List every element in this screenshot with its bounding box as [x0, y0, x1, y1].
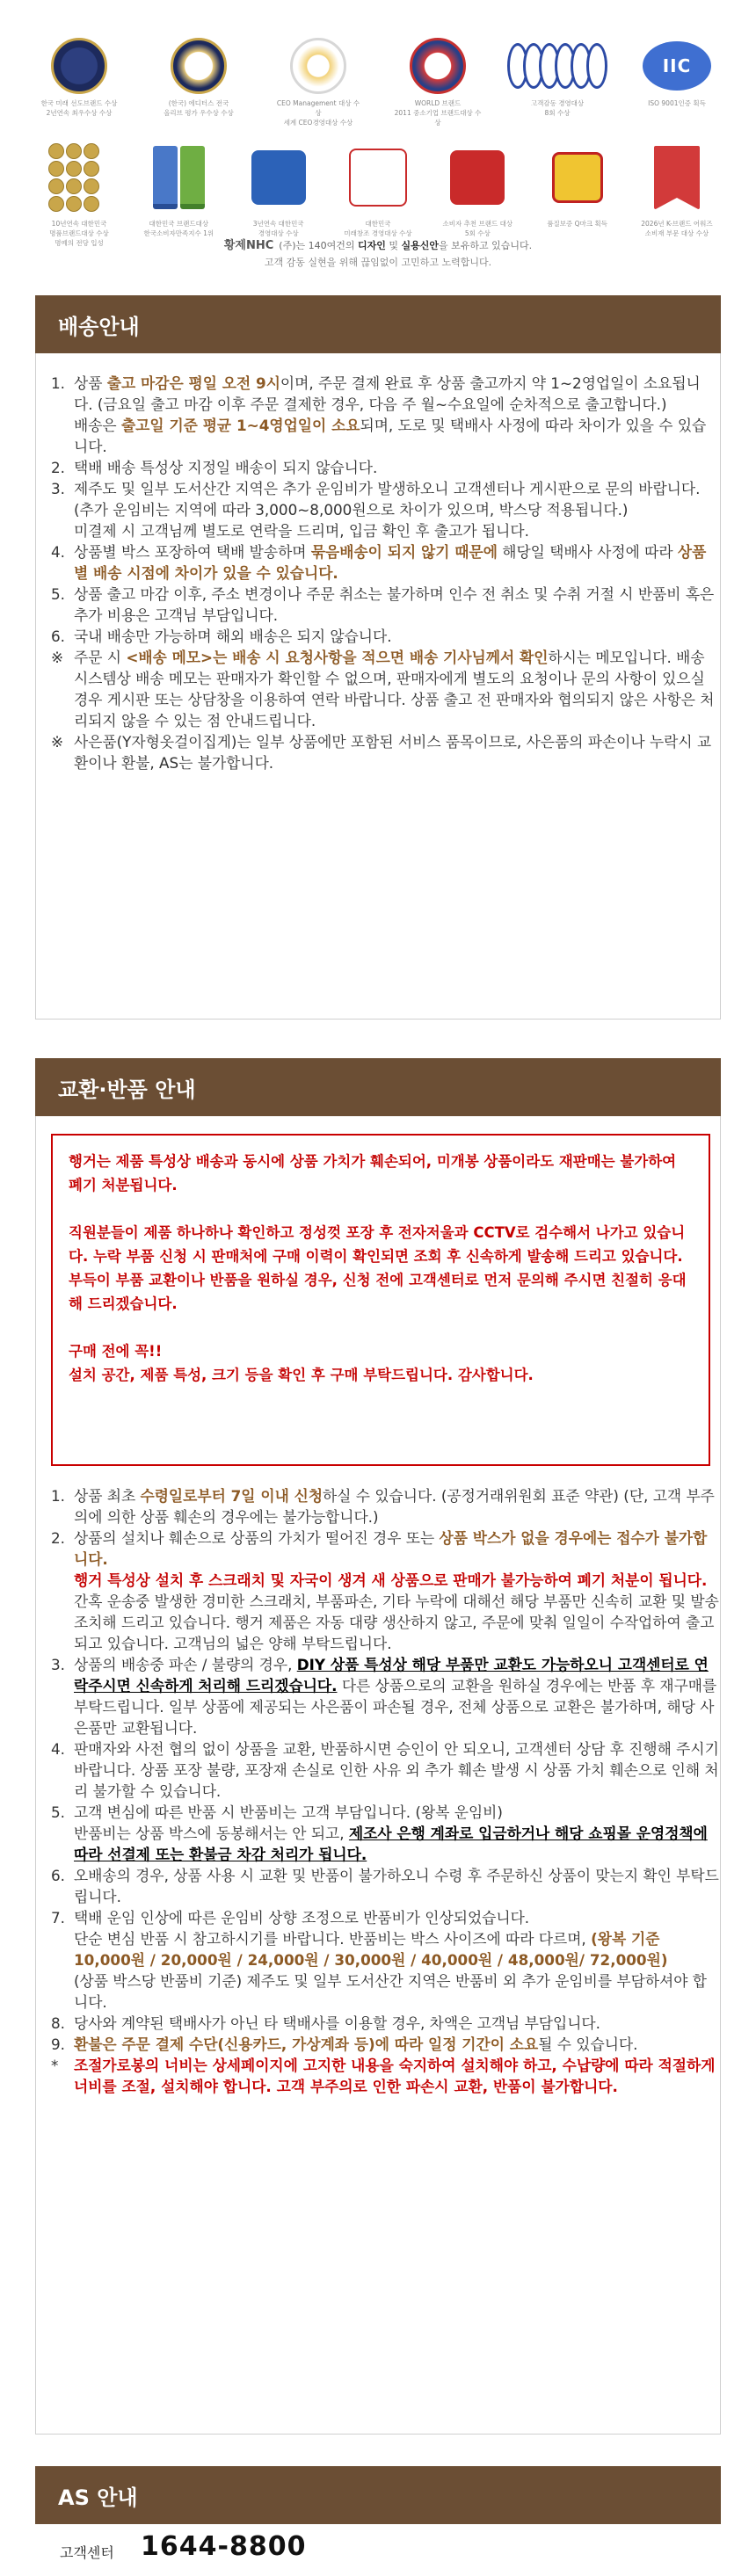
- list-paragraph: [74, 2055, 719, 2097]
- body-text: 택배 배송 특성상 지정일 배송이 되지 않습니다.: [74, 459, 378, 476]
- body-text: 상품의 설치나 훼손으로 상품의 가치가 떨어진 경우 또는: [74, 1529, 440, 1547]
- list-item: [51, 2034, 719, 2055]
- list-item: [51, 373, 719, 457]
- award-item: [274, 37, 362, 127]
- list-paragraph: [74, 457, 719, 478]
- list-item: [51, 478, 719, 541]
- list-item: [51, 1865, 719, 1907]
- award-caption: 2026년 K-브랜드 어워즈 소비재 부문 대상 수상: [641, 220, 713, 237]
- list-item: [51, 1485, 719, 1527]
- body-text: 미결제 시 고객님께 별도로 연락을 드리며, 입금 확인 후 출고가 됩니다.: [74, 522, 529, 540]
- awards-section: [35, 37, 721, 248]
- list-paragraph: [74, 2034, 719, 2055]
- emphasis-text: 묶음배송이 되지 않기 때문에: [310, 543, 498, 561]
- emphasis-text: <배송 메모>는 배송 시 요청사항을 적으면 배송 기사님께서 확인: [126, 649, 549, 666]
- company-tagline: 고객 감동 실현을 위해 끊임없이 고민하고 노력합니다.: [264, 257, 492, 268]
- list-item: [51, 2055, 719, 2097]
- list-item: [51, 584, 719, 626]
- customer-center-label: 고객센터: [60, 2544, 114, 2561]
- list-item: [51, 731, 719, 773]
- body-text: 하시는 메모입니다. 배송 시스템상 배송 메모는 판매자가 확인할 수 없으며, 판매자에게 별도의 요청이나 문의 사항이 있으실 경우 게시판 또는 상담창을 이용하여 연락 바랍니다. 상품 출고 전 판매자와 협의되지 않은 사항은 처리되지 않을 수 있는 점 안내드립니다.: [74, 649, 715, 729]
- notice-text: 직원분들이 제품 하나하나 확인하고 정성껏 포장 후 전자저울과 CCTV로 검수해서 나가고 있습니다. 누락 부품 신청 시 판매처에 구매 이력이 확인되면 조회 후 신속하게 발송해 드리고 있습니다.부득이 부품 교환이나 반품을 원하실 경우, 신청 전에 고객센터로 먼저 문의해 주시면 친절히 응대해 드리겠습니다.: [69, 1224, 687, 1312]
- emphasis-text: DIY 상품 특성상 해당 부품만 교환도 가능하오니 고객센터로 연락주시면 신속하게 처리해 드리겠습니다.: [74, 1656, 709, 1694]
- award-item: [134, 140, 222, 238]
- body-text: 반품비는 상품 박스에 동봉해서는 안 되고,: [74, 1825, 349, 1842]
- emphasis-text: 상품별 배송 시점에 차이가 있을 수 있습니다.: [74, 543, 707, 582]
- award-item: [534, 140, 622, 229]
- award-item: [155, 37, 243, 118]
- award-caption: CEO Management 대상 수상 세계 CEO경영대상 수상: [276, 99, 360, 127]
- list-item: [51, 647, 719, 731]
- award-caption: 10년연속 대한민국 명품브랜드대상 수상 명예의 전당 입성: [49, 220, 109, 247]
- as-section-header: AS 안내: [35, 2466, 721, 2524]
- body-text: 되며, 도로 및 택배사 사정에 따라 차이가 있을 수 있습니다.: [74, 417, 707, 455]
- list-paragraph: [74, 1907, 719, 1928]
- delivery-list: [51, 373, 719, 773]
- list-item: [51, 1738, 719, 1802]
- notice-text: 구매 전에 꼭!!: [69, 1343, 163, 1360]
- list-paragraph: [74, 478, 719, 520]
- award-item: [235, 140, 323, 238]
- award-caption: 대한민국 미래창조 경영대상 수상: [344, 220, 412, 237]
- brand-seal-icon: [394, 37, 482, 95]
- list-marker: 1.: [51, 374, 66, 392]
- gold-seal-icon: [35, 37, 123, 95]
- list-paragraph: [74, 731, 719, 773]
- list-paragraph: [74, 541, 719, 584]
- award-caption: 소비자 추천 브랜드 대상 5회 수상: [442, 220, 513, 237]
- body-text: 상품별 박스 포장하여 택배 발송하며: [74, 543, 311, 561]
- chain-logo-icon: [513, 37, 601, 95]
- body-text: 상품 출고 마감 이후, 주소 변경이나 주문 취소는 불가하며 인수 전 취소 및 수취 거절 시 반품비 혹은 추가 비용은 고객님 부담입니다.: [74, 585, 715, 624]
- award-caption: 3년연속 대한민국 경영대상 수상: [252, 220, 304, 237]
- list-marker: *: [51, 2057, 59, 2074]
- list-marker: 5.: [51, 1803, 66, 1821]
- award-item: [513, 37, 601, 118]
- gold-coins-icon: [35, 140, 123, 215]
- award-caption: (한국) 에디터스 전국 올리브 평가 우수상 수상: [164, 99, 234, 117]
- award-caption: 대한민국 브랜드대상 한국소비자만족지수 1위: [143, 220, 214, 237]
- body-text: 하실 수 있습니다. (공정거래위원회 표준 약관) (단, 고객 부주의에 의한 상품 훼손의 경우에는 불가능합니다.): [74, 1487, 715, 1526]
- award-item: [394, 37, 482, 127]
- award-caption: 품질보증 Q마크 획득: [547, 220, 607, 228]
- emphasis-text: 제조사 은행 계좌로 입금하거나 해당 쇼핑몰 운영정책에 따라 선결제 또는 환불금 차감 처리가 됩니다.: [74, 1825, 708, 1863]
- emphasis-text: 출고일 기준 평균 1~4영업일이 소요: [120, 417, 360, 434]
- brand-badges-icon: [134, 140, 222, 215]
- notice-text: 설치 공간, 제품 특성, 크기 등을 확인 후 구매 부탁드립니다. 감사합니다.: [69, 1367, 534, 1383]
- q-mark-icon: [534, 140, 622, 215]
- list-marker: 8.: [51, 2014, 66, 2032]
- list-marker: 9.: [51, 2035, 66, 2053]
- certified-seal-icon: [334, 140, 422, 215]
- body-text: 배송은: [74, 417, 121, 434]
- list-marker: 6.: [51, 1867, 66, 1884]
- award-caption: 한국 미래 선도브랜드 수상 2년연속 최우수상 수상: [40, 99, 118, 117]
- body-text: 제주도 및 일부 도서산간 지역은 추가 운임비가 발생하오니 고객센터나 게시판으로 문의 바랍니다. (추가 운임비는 지역에 따라 3,000~8,000원으로 차이가 있으며, 박스당 적용됩니다.): [74, 480, 701, 519]
- list-paragraph: [74, 647, 719, 731]
- list-marker: 3.: [51, 480, 66, 497]
- company-logo: 황제NHC: [223, 239, 274, 252]
- list-paragraph: [74, 1485, 719, 1527]
- list-marker: 5.: [51, 585, 66, 603]
- body-text: 국내 배송만 가능하며 해외 배송은 되지 않습니다.: [74, 628, 392, 645]
- emphasis-text: 환불은 주문 결제 수단(신용카드, 가상계좌 등)에 따라 일정 기간이 소요: [74, 2035, 539, 2053]
- list-marker: 2.: [51, 459, 66, 476]
- list-marker: 4.: [51, 1740, 66, 1758]
- medal-icon: [155, 37, 243, 95]
- exchange-section-header: 교환·반품 안내: [35, 1058, 721, 1116]
- list-paragraph: [74, 373, 719, 415]
- list-paragraph: [74, 1865, 719, 1907]
- award-caption: ISO 9001인증 획득: [648, 99, 706, 107]
- list-paragraph: [74, 1570, 719, 1591]
- list-marker: ※: [51, 649, 64, 666]
- body-text: (상품 박스당 반품비 기준) 제주도 및 일부 도서산간 지역은 반품비 외 추가 운임비를 부담하셔야 합니다.: [74, 1972, 707, 2011]
- body-text: 사은품(Y자형옷걸이집게)는 일부 상품에만 포함된 서비스 품목이므로, 사은품의 파손이나 누락시 교환이나 환불, AS는 불가합니다.: [74, 733, 712, 772]
- list-paragraph: [74, 1738, 719, 1802]
- list-item: [51, 1802, 719, 1865]
- award-caption: 고객감동 경영대상 8회 수상: [530, 99, 585, 117]
- award-caption: WORLD 브랜드 2011 중소기업 브랜드대상 수상: [394, 99, 482, 127]
- consumer-award-icon: [433, 140, 521, 215]
- emphasis-text: 상품 박스가 없을 경우에는 접수가 불가합니다.: [74, 1529, 708, 1568]
- list-paragraph: [74, 415, 719, 457]
- iic-logo-icon: IIC: [633, 37, 721, 95]
- emphasis-text: 출고 마감은 평일 오전 9시: [106, 374, 280, 392]
- list-marker: 1.: [51, 1487, 66, 1505]
- emphasis-text: 조절가로봉의 너비는 상세페이지에 고지한 내용을 숙지하여 설치해야 하고, 수납량에 따라 적절하게 너비를 조절, 설치해야 합니다. 고객 부주의로 인한 파손시 교환, 반품이 불가합니다.: [74, 2057, 716, 2095]
- list-marker: 7.: [51, 1909, 66, 1927]
- list-paragraph: [74, 584, 719, 626]
- body-text: 이며, 주문 결제 완료 후 상품 출고까지 약 1~2영업일이 소요됩니다. (금요일 출고 마감 이후 주문 결제한 경우, 다음 주 월~수요일에 순차적으로 출고합니다.): [74, 374, 701, 413]
- list-paragraph: [74, 2013, 719, 2034]
- exchange-warning-notice: [51, 1134, 710, 1466]
- awards-row: [35, 140, 721, 248]
- list-marker: 2.: [51, 1529, 66, 1547]
- ceo-award-icon: [274, 37, 362, 95]
- award-item: [35, 140, 123, 248]
- body-text: 상품: [74, 374, 107, 392]
- body-text: 될 수 있습니다.: [538, 2035, 638, 2053]
- list-marker: ※: [51, 733, 64, 751]
- notice-spacer: [69, 1197, 693, 1221]
- body-text: 주문 시: [74, 649, 127, 666]
- award-item: [433, 140, 521, 238]
- body-text: 단순 변심 반품 시 참고하시기를 바랍니다. 반품비는 박스 사이즈에 따라 다르며,: [74, 1930, 592, 1948]
- company-statement: 황제NHC (주)는 140여건의 디자인 및 실용신안을 보유하고 있습니다.: [223, 239, 533, 252]
- list-item: [51, 1907, 719, 2013]
- emphasis-text: 수령일로부터 7일 이내 신청: [140, 1487, 323, 1505]
- list-item: [51, 1527, 719, 1654]
- award-item: [633, 37, 721, 108]
- body-text: 해당일 택배사 사정에 따라: [497, 543, 678, 561]
- awards-row: [35, 37, 721, 127]
- customer-center-phone: 1644-8800: [141, 2531, 307, 2562]
- k-brand-icon: [633, 140, 721, 215]
- notice-text: 행거는 제품 특성상 배송과 동시에 상품 가치가 훼손되어, 미개봉 상품이라도 재판매는 불가하여 폐기 처분됩니다.: [69, 1153, 677, 1194]
- body-text: 당사와 계약된 택배사가 아닌 타 택배사를 이용할 경우, 차액은 고객님 부담입니다.: [74, 2014, 600, 2032]
- award-item: [633, 140, 721, 238]
- emphasis-text: (왕복 기준 10,000원 / 20,000원 / 24,000원 / 30,000원 / 40,000원 / 48,000원/ 72,000원): [74, 1930, 668, 1969]
- body-text: 택배 운임 인상에 따른 운임비 상향 조정으로 반품비가 인상되었습니다.: [74, 1909, 530, 1927]
- list-marker: 4.: [51, 543, 66, 561]
- emphasis-text: 행거 특성상 설치 후 스크래치 및 자국이 생겨 새 상품으로 판매가 불가능하여 폐기 처분이 됩니다.: [74, 1571, 708, 1589]
- list-paragraph: [74, 1591, 719, 1654]
- quality-mark-icon: [235, 140, 323, 215]
- body-text: 간혹 운송중 발생한 경미한 스크래치, 부품파손, 기타 누락에 대해선 해당 부품만 신속히 교환 및 발송 조치해 드리고 있습니다. 행거 제품은 자동 대량 생산하지 않고, 주문에 맞춰 일일이 수작업하여 출고되고 있습니다. 고객님의 넓은 양해 부탁드립니다.: [74, 1593, 719, 1652]
- list-item: [51, 1654, 719, 1738]
- exchange-list: [51, 1485, 719, 2097]
- list-marker: 3.: [51, 1656, 66, 1673]
- award-item: [35, 37, 123, 118]
- list-paragraph: [74, 1802, 719, 1823]
- body-text: 상품 최초: [74, 1487, 141, 1505]
- body-text: 고객 변심에 따른 반품 시 반품비는 고객 부담입니다. (왕복 운임비): [74, 1803, 503, 1821]
- list-paragraph: [74, 626, 719, 647]
- list-paragraph: [74, 1928, 719, 1970]
- list-paragraph: [74, 520, 719, 541]
- body-text: 판매자와 사전 협의 없이 상품을 교환, 반품하시면 승인이 안 되오니, 고객센터 상담 후 진행해 주시기 바랍니다. 상품 포장 불량, 포장재 손실로 인한 사유 외 추가 훼손 발생 시 상품 가치 훼손으로 인해 처리 불가할 수 있습니다.: [74, 1740, 719, 1800]
- list-marker: 6.: [51, 628, 66, 645]
- list-item: [51, 541, 719, 584]
- body-text: 오배송의 경우, 상품 사용 시 교환 및 반품이 불가하오니 수령 후 주문하신 상품이 맞는지 확인 부탁드립니다.: [74, 1867, 719, 1905]
- body-text: 다른 상품으로의 교환을 원하실 경우에는 반품 후 재구매를 부탁드립니다. 일부 상품에 제공되는 사은품이 파손될 경우, 전체 상품으로 교환은 불가하며, 해당 사은품만 교환됩니다.: [74, 1677, 717, 1737]
- delivery-section-header: 배송안내: [35, 295, 721, 353]
- notice-spacer: [69, 1316, 693, 1339]
- list-item: [51, 457, 719, 478]
- list-paragraph: [74, 1654, 719, 1738]
- list-paragraph: [74, 1823, 719, 1865]
- list-paragraph: [74, 1970, 719, 2013]
- list-paragraph: [74, 1527, 719, 1570]
- body-text: 상품의 배송중 파손 / 불량의 경우,: [74, 1656, 297, 1673]
- award-item: [334, 140, 422, 238]
- list-item: [51, 2013, 719, 2034]
- list-item: [51, 626, 719, 647]
